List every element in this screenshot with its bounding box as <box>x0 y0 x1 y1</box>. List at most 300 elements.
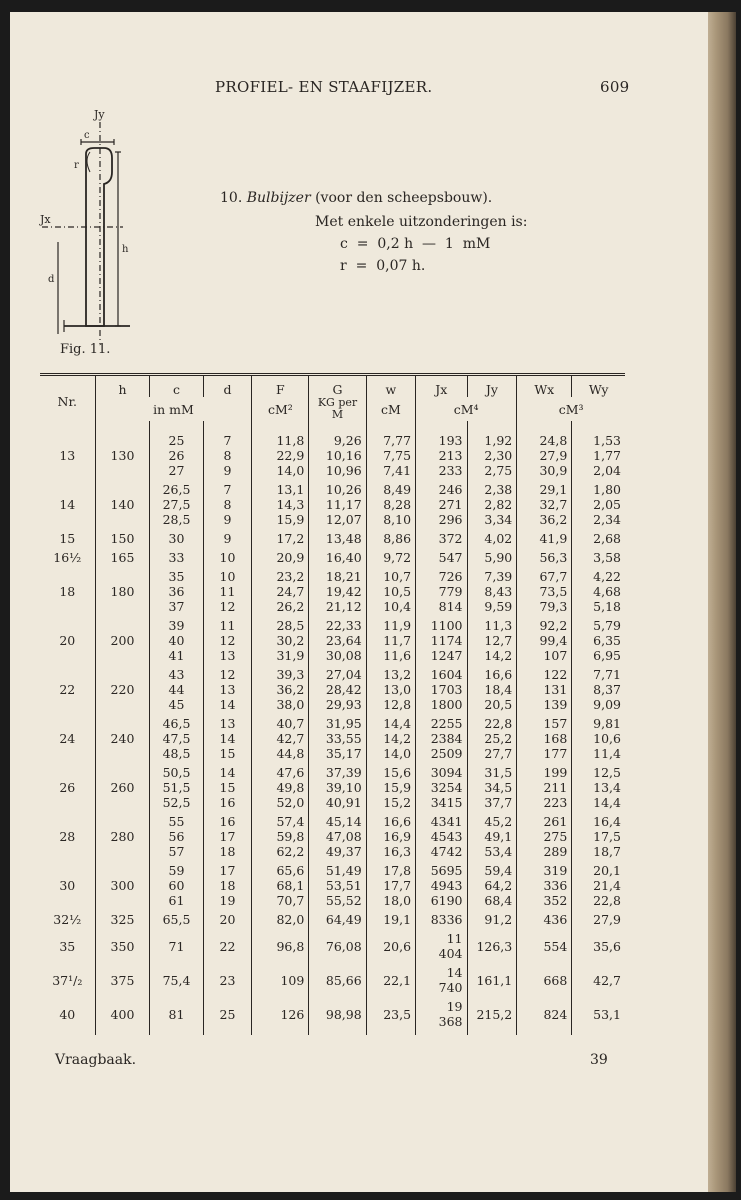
cell-c: 52,5 <box>150 795 203 810</box>
table-row <box>40 961 625 995</box>
section-name: Bulbijzer <box>246 190 311 206</box>
figure-label-c: c <box>84 130 90 141</box>
cell-f: 14,0 <box>252 463 309 478</box>
cell-w: 10,5 <box>366 584 415 599</box>
cell-g: 28,42 <box>309 682 366 697</box>
cell-h: 220 <box>95 663 150 712</box>
cell-jy: 59,4 <box>467 859 517 878</box>
cell-h: 165 <box>95 546 150 565</box>
cell-jy: 215,2 <box>467 995 517 1029</box>
cell-nr: 13 <box>59 448 76 463</box>
cell-c: 27 <box>150 463 203 478</box>
cell-wy: 21,4 <box>572 878 625 893</box>
cell-nr: 15 <box>59 531 76 546</box>
cell-d: 15 <box>203 780 252 795</box>
cell-d: 12 <box>203 663 252 682</box>
cell-f: 57,4 <box>252 810 309 829</box>
cell-jy: 49,1 <box>467 829 517 844</box>
cell-jx: 5695 <box>416 859 467 878</box>
cell-jx: 19 368 <box>416 995 467 1029</box>
cell-w: 7,75 <box>366 448 415 463</box>
col-header-nr: Nr. <box>40 375 95 422</box>
cell-wx: 131 <box>517 682 572 697</box>
cell-wy: 2,04 <box>572 463 625 478</box>
cell-f: 52,0 <box>252 795 309 810</box>
cell-c: 30 <box>150 527 203 546</box>
cell-g: 16,40 <box>309 546 366 565</box>
cell-f: 59,8 <box>252 829 309 844</box>
cell-jy: 64,2 <box>467 878 517 893</box>
cell-wx: 223 <box>517 795 572 810</box>
cell-nr: 20 <box>59 633 76 648</box>
cell-c: 27,5 <box>150 497 203 512</box>
cell-h: 180 <box>95 565 150 614</box>
cell-wx: 27,9 <box>517 448 572 463</box>
cell-g: 45,14 <box>309 810 366 829</box>
cell-g: 9,26 <box>309 429 366 448</box>
cell-wx: 73,5 <box>517 584 572 599</box>
unit-w: cM <box>366 397 415 421</box>
cell-w: 13,2 <box>366 663 415 682</box>
cell-c: 65,5 <box>150 908 203 927</box>
cell-g: 98,98 <box>309 995 366 1029</box>
cell-wx: 107 <box>517 648 572 663</box>
page-edge <box>708 12 736 1192</box>
table-group <box>40 859 625 908</box>
cell-w: 17,8 <box>366 859 415 878</box>
cell-f: 49,8 <box>252 780 309 795</box>
cell-jy: 53,4 <box>467 844 517 859</box>
cell-d: 9 <box>203 527 252 546</box>
col-header-f: F <box>252 375 309 398</box>
cell-jx: 1247 <box>416 648 467 663</box>
cell-g: 33,55 <box>309 731 366 746</box>
cell-d: 11 <box>203 614 252 633</box>
col-header-c: c <box>150 375 203 398</box>
cell-wy: 7,71 <box>572 663 625 682</box>
cell-h: 240 <box>95 712 150 761</box>
cell-wx: 824 <box>517 995 572 1029</box>
cell-g: 10,96 <box>309 463 366 478</box>
table-group <box>40 810 625 859</box>
cell-c: 26,5 <box>150 478 203 497</box>
cell-c: 71 <box>150 927 203 961</box>
cell-d: 14 <box>203 697 252 712</box>
cell-c: 81 <box>150 995 203 1029</box>
cell-f: 109 <box>252 961 309 995</box>
cell-g: 51,49 <box>309 859 366 878</box>
unit-f: cM² <box>252 397 309 421</box>
cell-f: 65,6 <box>252 859 309 878</box>
cell-jy: 34,5 <box>467 780 517 795</box>
cell-wy: 5,79 <box>572 614 625 633</box>
table-row <box>40 429 625 448</box>
cell-wy: 4,22 <box>572 565 625 584</box>
cell-jx: 6190 <box>416 893 467 908</box>
cell-wy: 42,7 <box>572 961 625 995</box>
cell-c: 28,5 <box>150 512 203 527</box>
cell-wx: 177 <box>517 746 572 761</box>
cell-g: 10,26 <box>309 478 366 497</box>
cell-w: 9,72 <box>366 546 415 565</box>
table-row <box>40 546 625 565</box>
cell-jx: 213 <box>416 448 467 463</box>
cell-wx: 275 <box>517 829 572 844</box>
cell-f: 22,9 <box>252 448 309 463</box>
cell-wy: 9,81 <box>572 712 625 731</box>
cell-wx: 122 <box>517 663 572 682</box>
cell-w: 7,41 <box>366 463 415 478</box>
cell-wy: 1,80 <box>572 478 625 497</box>
cell-g: 22,33 <box>309 614 366 633</box>
cell-c: 37 <box>150 599 203 614</box>
cell-wx: 157 <box>517 712 572 731</box>
cell-f: 28,5 <box>252 614 309 633</box>
table-row <box>40 712 625 731</box>
cell-wy: 18,7 <box>572 844 625 859</box>
cell-d: 15 <box>203 746 252 761</box>
cell-nr: 28 <box>59 829 76 844</box>
cell-g: 27,04 <box>309 663 366 682</box>
cell-jy: 2,82 <box>467 497 517 512</box>
cell-jx: 193 <box>416 429 467 448</box>
cell-wy: 16,4 <box>572 810 625 829</box>
col-header-w: w <box>366 375 415 398</box>
cell-nr: 37¹/₂ <box>52 972 83 988</box>
cell-w: 23,5 <box>366 995 415 1029</box>
cell-c: 40 <box>150 633 203 648</box>
cell-wx: 261 <box>517 810 572 829</box>
cell-w: 13,0 <box>366 682 415 697</box>
table-group <box>40 995 625 1029</box>
col-header-jy: Jy <box>467 375 517 398</box>
cell-wy: 20,1 <box>572 859 625 878</box>
cell-wx: 289 <box>517 844 572 859</box>
cell-g: 23,64 <box>309 633 366 648</box>
cell-jy: 1,92 <box>467 429 517 448</box>
cell-jy: 7,39 <box>467 565 517 584</box>
cell-f: 42,7 <box>252 731 309 746</box>
cell-d: 18 <box>203 878 252 893</box>
cell-h: 260 <box>95 761 150 810</box>
cell-wy: 2,68 <box>572 527 625 546</box>
cell-jx: 2509 <box>416 746 467 761</box>
cell-w: 11,9 <box>366 614 415 633</box>
table-row <box>40 859 625 878</box>
cell-wx: 79,3 <box>517 599 572 614</box>
cell-wx: 41,9 <box>517 527 572 546</box>
cell-wy: 1,53 <box>572 429 625 448</box>
cell-nr: 24 <box>59 731 76 746</box>
cell-wx: 436 <box>517 908 572 927</box>
cell-wx: 24,8 <box>517 429 572 448</box>
cell-d: 10 <box>203 546 252 565</box>
cell-jy: 16,6 <box>467 663 517 682</box>
cell-jy: 2,30 <box>467 448 517 463</box>
cell-h: 200 <box>95 614 150 663</box>
cell-wy: 8,37 <box>572 682 625 697</box>
table-group <box>40 761 625 810</box>
cell-d: 12 <box>203 633 252 648</box>
cell-g: 85,66 <box>309 961 366 995</box>
cell-g: 31,95 <box>309 712 366 731</box>
cell-w: 19,1 <box>366 908 415 927</box>
cell-c: 36 <box>150 584 203 599</box>
cell-g: 37,39 <box>309 761 366 780</box>
cell-f: 30,2 <box>252 633 309 648</box>
cell-d: 14 <box>203 761 252 780</box>
cell-jx: 11 404 <box>416 927 467 961</box>
cell-wx: 30,9 <box>517 463 572 478</box>
cell-jy: 12,7 <box>467 633 517 648</box>
cell-g: 47,08 <box>309 829 366 844</box>
cell-h: 280 <box>95 810 150 859</box>
cell-nr: 35 <box>59 938 76 954</box>
table-group <box>40 614 625 663</box>
cell-nr: 16½ <box>53 550 82 565</box>
table-group <box>40 663 625 712</box>
cell-f: 40,7 <box>252 712 309 731</box>
cell-c: 56 <box>150 829 203 844</box>
cell-wy: 10,6 <box>572 731 625 746</box>
cell-c: 55 <box>150 810 203 829</box>
cell-jy: 9,59 <box>467 599 517 614</box>
cell-wy: 1,77 <box>572 448 625 463</box>
table-row <box>40 995 625 1029</box>
cell-wx: 32,7 <box>517 497 572 512</box>
cell-d: 10 <box>203 565 252 584</box>
cell-d: 13 <box>203 648 252 663</box>
cell-f: 44,8 <box>252 746 309 761</box>
cell-wy: 9,09 <box>572 697 625 712</box>
cell-jx: 779 <box>416 584 467 599</box>
section-title-line <box>220 187 492 209</box>
cell-g: 10,16 <box>309 448 366 463</box>
cell-jy: 2,75 <box>467 463 517 478</box>
cell-jx: 372 <box>416 527 467 546</box>
cell-d: 8 <box>203 497 252 512</box>
cell-jy: 91,2 <box>467 908 517 927</box>
cell-wy: 11,4 <box>572 746 625 761</box>
cell-g: 21,12 <box>309 599 366 614</box>
cell-jx: 2384 <box>416 731 467 746</box>
cell-h: 325 <box>95 908 150 927</box>
table-row <box>40 927 625 961</box>
col-header-jx: Jx <box>416 375 467 398</box>
table-group <box>40 565 625 614</box>
cell-d: 9 <box>203 463 252 478</box>
col-header-wy: Wy <box>572 375 625 398</box>
running-header-title: PROFIEL- EN STAAFIJZER. <box>215 78 433 96</box>
cell-w: 20,6 <box>366 927 415 961</box>
cell-f: 126 <box>252 995 309 1029</box>
cell-g: 11,17 <box>309 497 366 512</box>
cell-wx: 336 <box>517 878 572 893</box>
cell-jx: 1800 <box>416 697 467 712</box>
footer-signature: 39 <box>590 1052 608 1068</box>
cell-wy: 27,9 <box>572 908 625 927</box>
cell-w: 17,7 <box>366 878 415 893</box>
cell-jx: 1174 <box>416 633 467 648</box>
section-note: Met enkele uitzonderingen is: <box>315 214 528 230</box>
cell-jy: 4,02 <box>467 527 517 546</box>
cell-c: 43 <box>150 663 203 682</box>
cell-jx: 246 <box>416 478 467 497</box>
cell-w: 15,9 <box>366 780 415 795</box>
cell-d: 17 <box>203 829 252 844</box>
cell-f: 13,1 <box>252 478 309 497</box>
section-number: 10. <box>220 190 243 206</box>
cell-c: 59 <box>150 859 203 878</box>
figure-label-jx: Jx <box>40 213 51 226</box>
table-group <box>40 429 625 478</box>
cell-wx: 67,7 <box>517 565 572 584</box>
cell-c: 33 <box>150 546 203 565</box>
cell-d: 16 <box>203 810 252 829</box>
cell-wx: 352 <box>517 893 572 908</box>
cell-jx: 14 740 <box>416 961 467 995</box>
cell-w: 14,4 <box>366 712 415 731</box>
cell-w: 14,0 <box>366 746 415 761</box>
cell-wx: 554 <box>517 927 572 961</box>
figure-label-h: h <box>122 244 129 255</box>
cell-f: 62,2 <box>252 844 309 859</box>
cell-wx: 92,2 <box>517 614 572 633</box>
cell-jx: 3415 <box>416 795 467 810</box>
cell-c: 60 <box>150 878 203 893</box>
cell-nr: 22 <box>59 682 76 697</box>
table-row <box>40 527 625 546</box>
cell-c: 26 <box>150 448 203 463</box>
col-header-g: G <box>309 375 366 398</box>
cell-jy: 14,2 <box>467 648 517 663</box>
table-row <box>40 663 625 682</box>
cell-jy: 161,1 <box>467 961 517 995</box>
cell-c: 57 <box>150 844 203 859</box>
figure-label-jy: Jy <box>94 108 105 121</box>
cell-jx: 271 <box>416 497 467 512</box>
table-row <box>40 908 625 927</box>
cell-f: 70,7 <box>252 893 309 908</box>
cell-jy: 45,2 <box>467 810 517 829</box>
cell-f: 39,3 <box>252 663 309 682</box>
cell-wy: 2,05 <box>572 497 625 512</box>
unit-w-modulus: cM³ <box>517 397 625 421</box>
cell-w: 11,6 <box>366 648 415 663</box>
cell-wy: 4,68 <box>572 584 625 599</box>
cell-jx: 814 <box>416 599 467 614</box>
cell-wx: 319 <box>517 859 572 878</box>
formula-r: r = 0,07 h. <box>340 258 426 274</box>
cell-w: 11,7 <box>366 633 415 648</box>
cell-jx: 547 <box>416 546 467 565</box>
cell-nr: 32½ <box>53 912 82 927</box>
cell-f: 17,2 <box>252 527 309 546</box>
cell-wy: 2,34 <box>572 512 625 527</box>
cell-f: 82,0 <box>252 908 309 927</box>
cell-d: 19 <box>203 893 252 908</box>
cell-f: 20,9 <box>252 546 309 565</box>
cell-h: 140 <box>95 478 150 527</box>
cell-g: 76,08 <box>309 927 366 961</box>
cell-h: 130 <box>95 429 150 478</box>
cell-c: 47,5 <box>150 731 203 746</box>
figure-label-d: d <box>48 274 55 285</box>
cell-h: 150 <box>95 527 150 546</box>
cell-jy: 68,4 <box>467 893 517 908</box>
cell-w: 16,6 <box>366 810 415 829</box>
cell-d: 23 <box>203 961 252 995</box>
cell-jx: 233 <box>416 463 467 478</box>
table-group <box>40 478 625 527</box>
cell-jy: 2,38 <box>467 478 517 497</box>
cell-g: 53,51 <box>309 878 366 893</box>
unit-mm: in mM <box>95 397 252 421</box>
table-group <box>40 961 625 995</box>
cell-g: 40,91 <box>309 795 366 810</box>
table-row <box>40 761 625 780</box>
cell-g: 12,07 <box>309 512 366 527</box>
cell-w: 12,8 <box>366 697 415 712</box>
cell-c: 48,5 <box>150 746 203 761</box>
table-group <box>40 527 625 546</box>
cell-wy: 3,58 <box>572 546 625 565</box>
table-row <box>40 478 625 497</box>
cell-f: 68,1 <box>252 878 309 893</box>
cell-wx: 36,2 <box>517 512 572 527</box>
cell-w: 16,9 <box>366 829 415 844</box>
cell-w: 14,2 <box>366 731 415 746</box>
unit-j: cM⁴ <box>416 397 517 421</box>
cell-w: 8,49 <box>366 478 415 497</box>
cell-wy: 12,5 <box>572 761 625 780</box>
cell-f: 31,9 <box>252 648 309 663</box>
cell-f: 24,7 <box>252 584 309 599</box>
cell-g: 55,52 <box>309 893 366 908</box>
cell-wy: 53,1 <box>572 995 625 1029</box>
table-group <box>40 546 625 565</box>
cell-d: 7 <box>203 478 252 497</box>
cell-f: 26,2 <box>252 599 309 614</box>
cell-wx: 56,3 <box>517 546 572 565</box>
unit-g: KG per M <box>309 397 366 421</box>
cell-c: 41 <box>150 648 203 663</box>
bulb-iron-table <box>40 373 625 1035</box>
cell-w: 10,7 <box>366 565 415 584</box>
cell-f: 11,8 <box>252 429 309 448</box>
cell-d: 8 <box>203 448 252 463</box>
cell-c: 25 <box>150 429 203 448</box>
cell-w: 8,28 <box>366 497 415 512</box>
cell-f: 96,8 <box>252 927 309 961</box>
cell-jy: 31,5 <box>467 761 517 780</box>
cell-c: 44 <box>150 682 203 697</box>
cell-h: 350 <box>95 927 150 961</box>
cell-jy: 5,90 <box>467 546 517 565</box>
cell-d: 17 <box>203 859 252 878</box>
cell-jx: 1100 <box>416 614 467 633</box>
cell-w: 18,0 <box>366 893 415 908</box>
bulb-iron-figure <box>38 102 148 352</box>
cell-wx: 139 <box>517 697 572 712</box>
cell-jy: 37,7 <box>467 795 517 810</box>
cell-d: 25 <box>203 995 252 1029</box>
cell-wx: 668 <box>517 961 572 995</box>
cell-wy: 6,35 <box>572 633 625 648</box>
cell-wy: 5,18 <box>572 599 625 614</box>
cell-wy: 17,5 <box>572 829 625 844</box>
figure-caption: Fig. 11. <box>60 342 111 357</box>
